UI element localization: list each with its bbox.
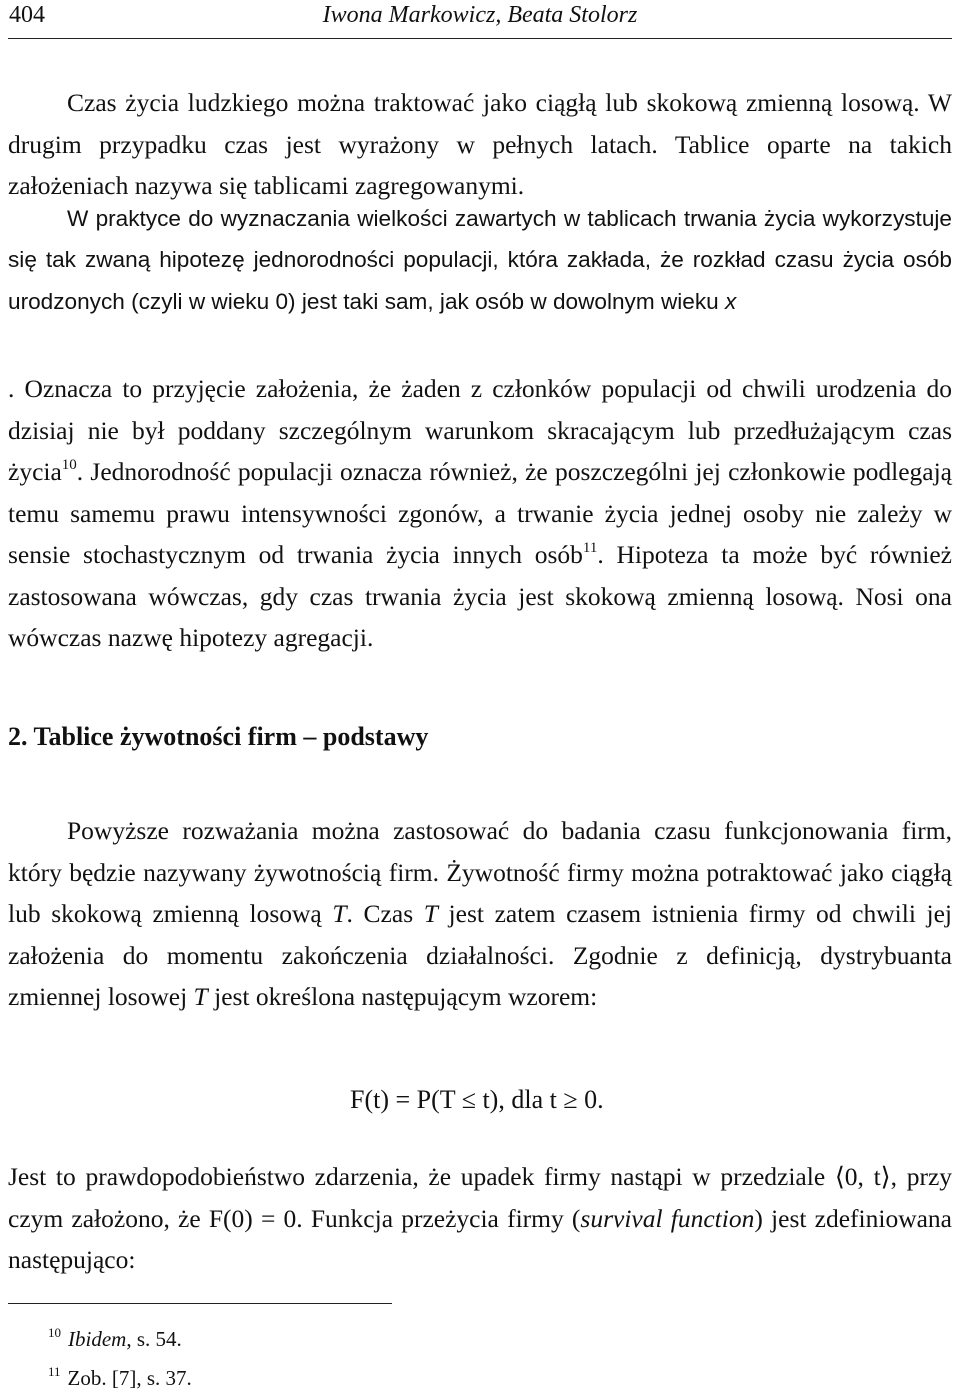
page-number: 404	[9, 2, 45, 28]
formula-condition: t ≥ 0.	[549, 1085, 604, 1114]
paragraph-probability: Jest to prawdopodobieństwo zdarzenia, że upadek firmy nastąpi w przedziale ⟨0, t⟩, przy czym założono, że F(0) = 0. Funkcja przeżycia firmy (survival function) jest zdefiniowana następująco:	[8, 1162, 953, 1274]
footnote-ref-11[interactable]: 11	[582, 540, 598, 556]
footnote-divider	[8, 1303, 392, 1304]
section-heading: 2. Tablice żywotności firm – podstawy	[8, 722, 429, 751]
footnote-ref-10[interactable]: 10	[61, 457, 77, 473]
running-title: Iwona Markowicz, Beata Stolorz	[322, 2, 638, 28]
footnote-11: $^{11}$ Zob. [7], s. 37.	[48, 1364, 192, 1390]
distribution-formula: F(t) = P(T ≤ t), dla t ≥ 0.	[350, 1085, 604, 1114]
paragraph-life-time: Czas życia ludzkiego można traktować jako ciągłą lub skokową zmienną losową. W drugim przypadku czas jest wyrażony w pełnych latach. Tablice oparte na takich założeniach nazywa się tablicami zagregowanymi.	[8, 88, 952, 200]
paragraph-homogeneity-continued: . Oznacza to przyjęcie założenia, że żaden z członków populacji od chwili urodzenia do dzisiaj nie był poddany szczególnym warunkom skracającym lub przedłużającym czas życia$^{10}$. Jednorodność populacji oznacza również, że poszczególni jej członkowie podlegają temu samemu prawu intensywności zgonów, a trwanie życia jednej osoby nie zależy w sensie stochastycznym od trwania życia innych osób$^{11}$. Hipoteza ta może być również zastosowana wówczas, gdy czas trwania życia jest skokową zmienną losową. Nosi ona wówczas nazwę hipotezy agregacji.	[8, 374, 952, 652]
paragraph-firm-lifetime: Powyższe rozważania można zastosować do badania czasu funkcjonowania firm, który będzie nazywany żywotnością firm. Żywotność firmy można potraktować jako ciągłą lub skokową zmienną losową T. Czas T jest zatem czasem istnienia firmy od chwili jej założenia do momentu zakończenia działalności. Zgodnie z definicją, dystrybuanta zmiennej losowej T jest określona następującym wzorem:	[8, 816, 953, 1011]
document-page	[8, 0, 952, 1394]
formula-lhs: F(t) = P(T ≤ t)	[350, 1085, 499, 1114]
footnote-10: $^{10}$ Ibidem, s. 54.	[48, 1325, 182, 1351]
variable-x: x	[725, 288, 737, 314]
interval-expression: ⟨0, t⟩	[834, 1162, 891, 1191]
page-header	[8, 0, 952, 39]
initial-condition: F(0) = 0	[208, 1203, 297, 1233]
paragraph-homogeneity-hypothesis: W praktyce do wyznaczania wielkości zawartych w tablicach trwania życia wykorzystuje się tak zwaną hipotezę jednorodności populacji, która zakłada, że rozkład czasu życia osób urodzonych (czyli w wieku 0) jest taki sam, jak osób w dowolnym wieku x	[8, 206, 952, 314]
